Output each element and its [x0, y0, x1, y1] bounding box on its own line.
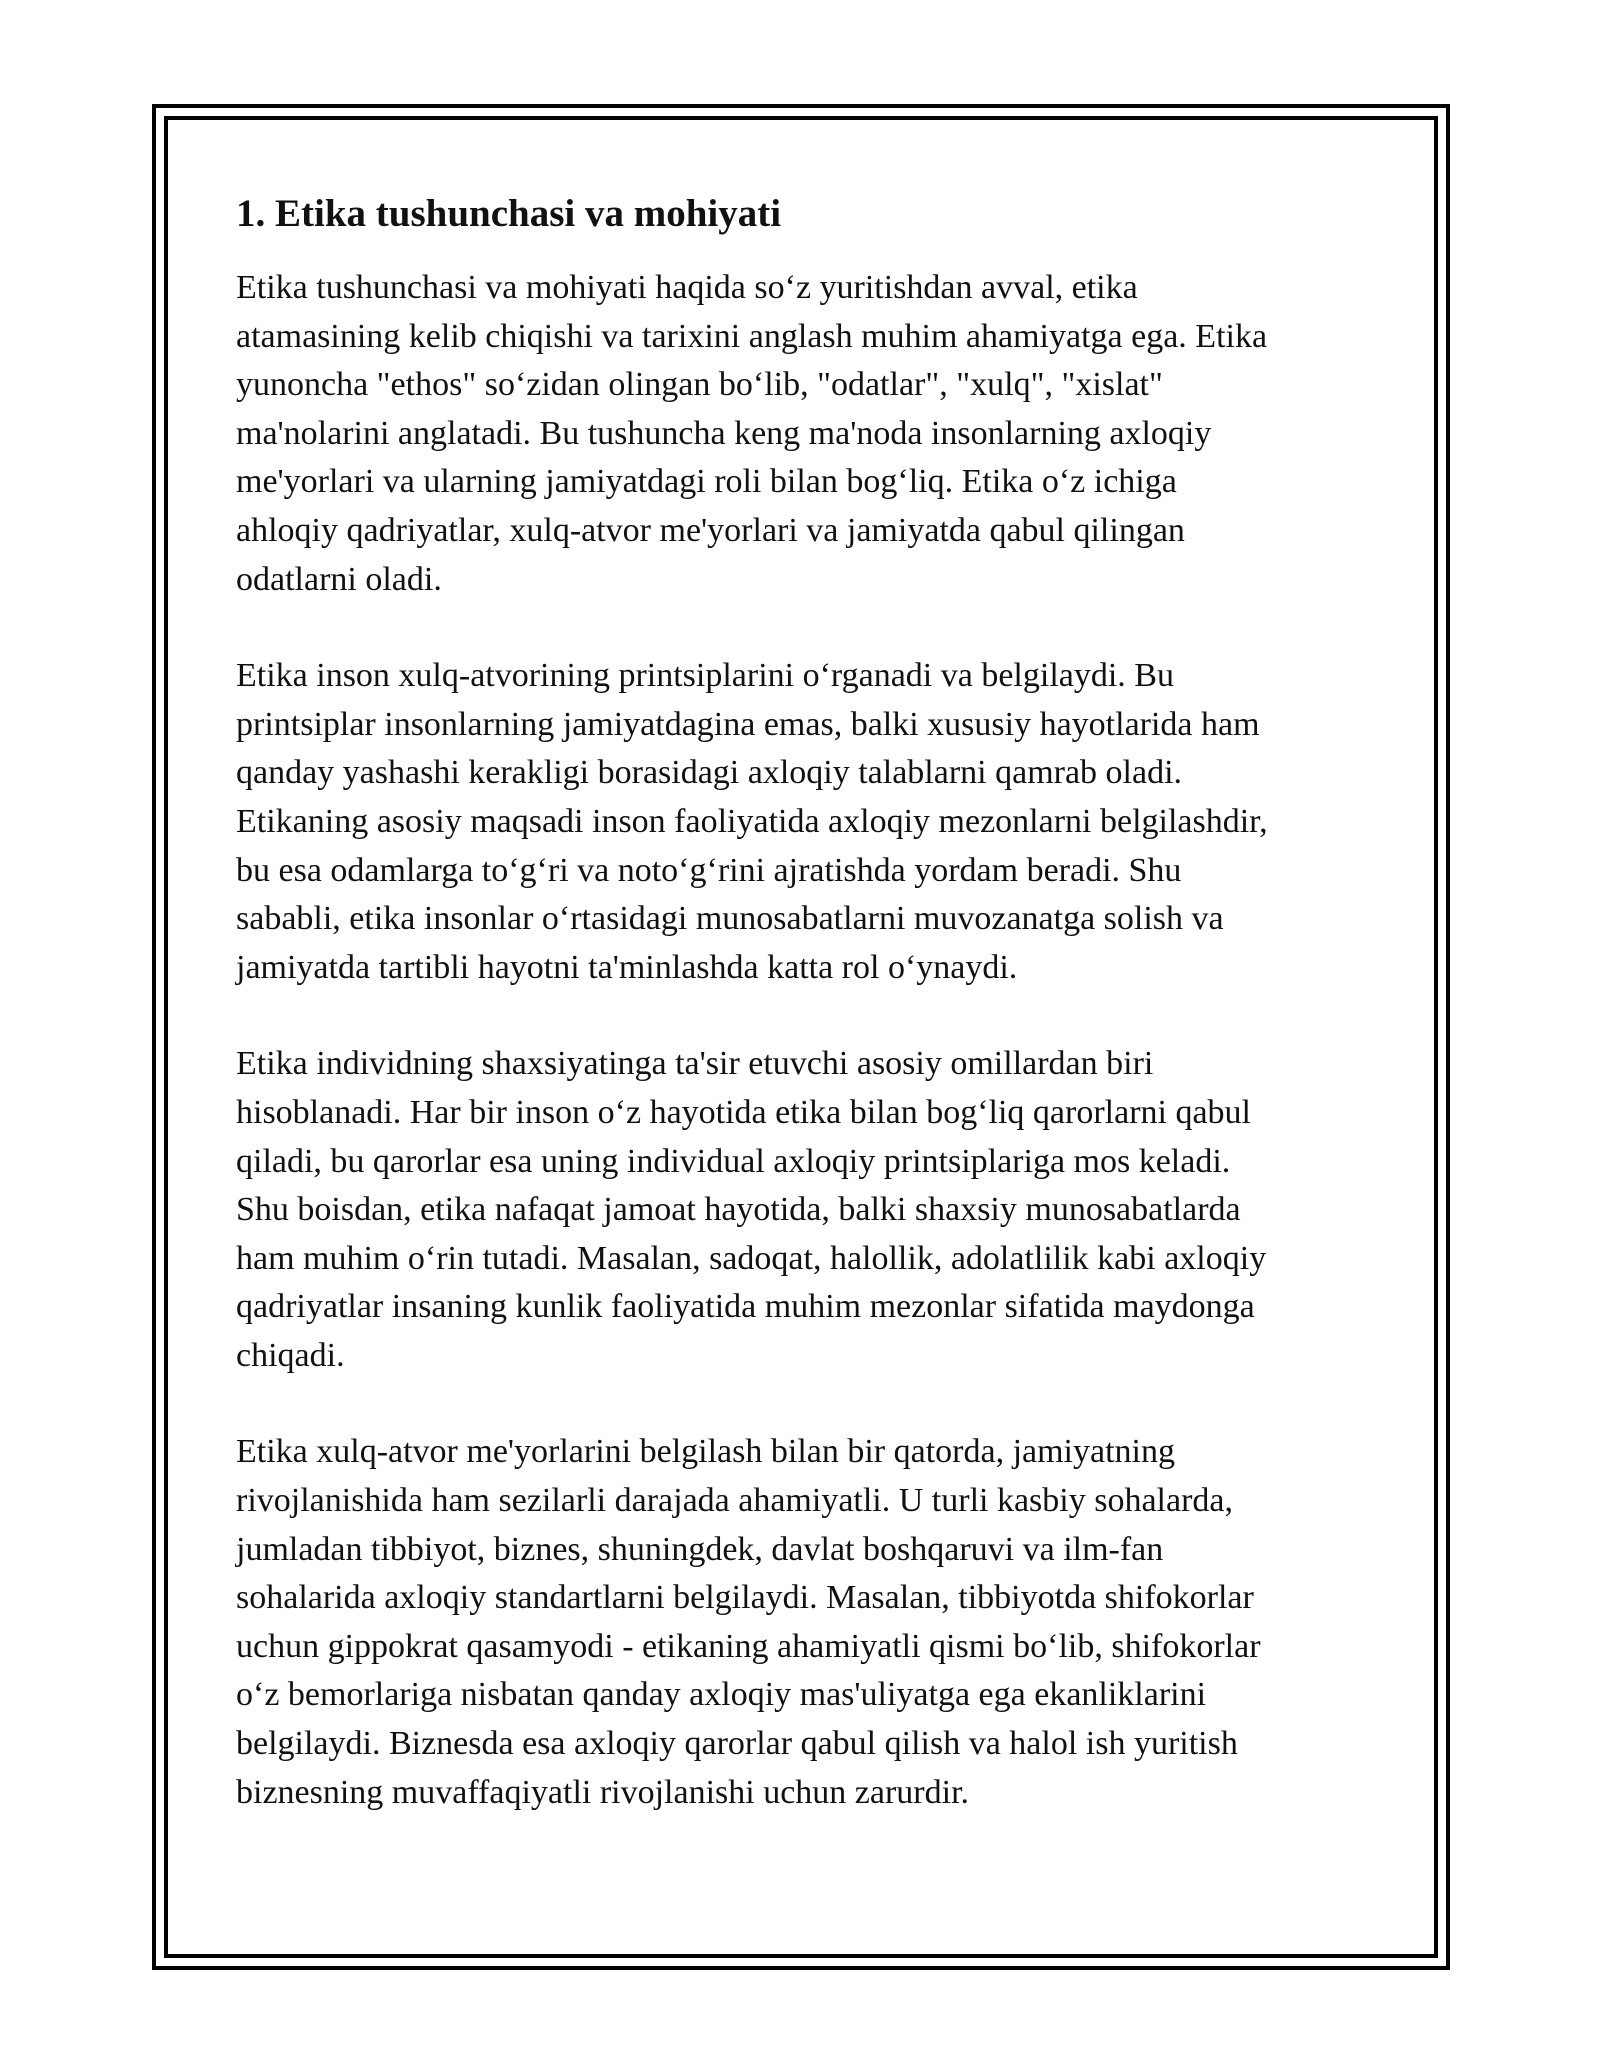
paragraph-line: printsiplar insonlarning jamiyatdagina emas, balki xususiy hayotlarida ham: [236, 705, 1260, 743]
paragraph-line: Shu boisdan, etika nafaqat jamoat hayotida, balki shaxsiy munosabatlarda: [236, 1191, 1241, 1229]
paragraph-line: chiqadi.: [236, 1336, 345, 1374]
paragraph-line: belgilaydi. Biznesda esa axloqiy qarorlar qabul qilish va halol ish yuritish: [236, 1725, 1238, 1763]
document-body: [236, 186, 1366, 1865]
paragraph-line: ham muhim o‘rin tutadi. Masalan, sadoqat, halollik, adolatlilik kabi axloqiy: [236, 1239, 1267, 1277]
paragraph-1: [236, 264, 1366, 604]
paragraph-line: sohalarida axloqiy standartlarni belgilaydi. Masalan, tibbiyotda shifokorlar: [236, 1579, 1254, 1617]
paragraph-line: qanday yashashi kerakligi borasidagi axloqiy talablarni qamrab oladi.: [236, 754, 1183, 792]
paragraph-line: atamasining kelib chiqishi va tarixini anglash muhim ahamiyatga ega. Etika: [236, 317, 1268, 355]
paragraph-line: uchun gippokrat qasamyodi - etikaning ahamiyatli qismi bo‘lib, shifokorlar: [236, 1627, 1261, 1665]
paragraph-4: [236, 1428, 1366, 1817]
paragraph-line: bu esa odamlarga to‘g‘ri va noto‘g‘rini ajratishda yordam beradi. Shu: [236, 851, 1182, 889]
paragraph-line: Etika inson xulq-atvorining printsiplarini o‘rganadi va belgilaydi. Bu: [236, 657, 1174, 695]
paragraph-line: Etika xulq-atvor me'yorlarini belgilash bilan bir qatorda, jamiyatning: [236, 1433, 1175, 1471]
paragraph-line: me'yorlari va ularning jamiyatdagi roli bilan bog‘liq. Etika o‘z ichiga: [236, 463, 1177, 501]
paragraph-line: rivojlanishida ham sezilarli darajada ahamiyatli. U turli kasbiy sohalarda,: [236, 1482, 1234, 1520]
paragraph-line: qiladi, bu qarorlar esa uning individual axloqiy printsiplariga mos keladi.: [236, 1142, 1231, 1180]
paragraph-line: Etikaning asosiy maqsadi inson faoliyatida axloqiy mezonlarni belgilashdir,: [236, 802, 1268, 840]
paragraph-line: yunoncha "ethos" so‘zidan olingan bo‘lib, "odatlar", "xulq", "xislat": [236, 366, 1163, 404]
paragraph-line: hisoblanadi. Har bir inson o‘z hayotida etika bilan bog‘liq qarorlarni qabul: [236, 1093, 1252, 1131]
paragraph-line: jumladan tibbiyot, biznes, shuningdek, davlat boshqaruvi va ilm-fan: [236, 1530, 1164, 1568]
paragraph-line: odatlarni oladi.: [236, 560, 442, 598]
paragraph-line: Etika individning shaxsiyatinga ta'sir etuvchi asosiy omillardan biri: [236, 1045, 1154, 1083]
paragraph-line: ma'nolarini anglatadi. Bu tushuncha keng ma'noda insonlarning axloqiy: [236, 414, 1212, 452]
section-heading: 1. Etika tushunchasi va mohiyati: [236, 192, 782, 235]
paragraph-line: sababli, etika insonlar o‘rtasidagi munosabatlarni muvozanatga solish va: [236, 900, 1224, 938]
paragraph-line: jamiyatda tartibli hayotni ta'minlashda katta rol o‘ynaydi.: [236, 948, 1018, 986]
paragraph-line: biznesning muvaffaqiyatli rivojlanishi uchun zarurdir.: [236, 1773, 970, 1811]
paragraph-line: Etika tushunchasi va mohiyati haqida so‘z yuritishdan avval, etika: [236, 269, 1138, 306]
paragraph-line: qadriyatlar insaning kunlik faoliyatida muhim mezonlar sifatida maydonga: [236, 1288, 1255, 1326]
paragraph-line: ahloqiy qadriyatlar, xulq-atvor me'yorlari va jamiyatda qabul qilingan: [236, 511, 1185, 549]
paragraph-2: [236, 652, 1366, 992]
paragraph-line: o‘z bemorlariga nisbatan qanday axloqiy mas'uliyatga ega ekanliklarini: [236, 1676, 1207, 1714]
paragraph-3: [236, 1040, 1366, 1380]
